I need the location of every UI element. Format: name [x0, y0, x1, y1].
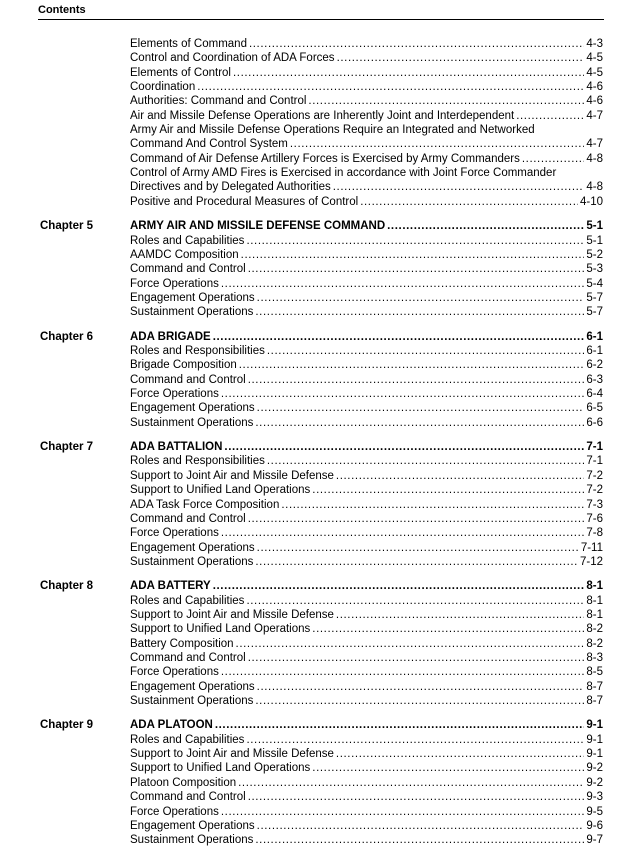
- toc-entry-text: Engagement Operations: [130, 541, 255, 554]
- toc-entry[interactable]: [130, 637, 603, 651]
- toc-entry[interactable]: [130, 51, 603, 65]
- toc-page-number: 9-5: [586, 805, 603, 818]
- toc-page-number: 8-1: [586, 594, 603, 607]
- toc-entry-text: Command and Control: [130, 263, 246, 276]
- toc-page-number: 4-7: [586, 138, 603, 151]
- toc-page-number: 5-4: [586, 277, 603, 290]
- toc-entry[interactable]: [130, 483, 603, 497]
- toc-entry[interactable]: [130, 94, 603, 108]
- dot-leader: [257, 401, 585, 415]
- chapter-label: Chapter 5: [40, 220, 94, 233]
- toc-entry-text: Sustainment Operations: [130, 306, 254, 319]
- toc-entry-text: AAMDC Composition: [130, 248, 239, 261]
- toc-page-number: 8-3: [586, 652, 603, 664]
- dot-leader: [197, 80, 584, 94]
- dot-leader: [248, 651, 585, 665]
- toc-page-number: 4-5: [586, 66, 603, 79]
- toc-entry-text: Roles and Capabilities: [130, 234, 245, 247]
- toc-entry-text: Directives and by Delegated Authorities: [130, 181, 331, 194]
- dot-leader: [246, 594, 584, 608]
- toc-entry-text: Support to Joint Air and Missile Defense: [130, 608, 334, 621]
- dot-leader: [387, 219, 584, 233]
- toc-page-number: 7-1: [586, 455, 603, 468]
- dot-leader: [246, 733, 584, 747]
- toc-entry[interactable]: [130, 109, 603, 123]
- toc-entry-text: Command And Control System: [130, 138, 288, 151]
- toc-entry-text: Roles and Responsibilities: [130, 345, 265, 357]
- toc-entry[interactable]: [130, 776, 603, 790]
- toc-entry[interactable]: [130, 651, 603, 665]
- toc-entry-text: Sustainment Operations: [130, 555, 254, 568]
- dot-leader: [236, 637, 585, 651]
- chapter-title-entry[interactable]: [130, 579, 603, 593]
- toc-entry-text: Positive and Procedural Measures of Control: [130, 195, 359, 208]
- toc-entry[interactable]: [130, 594, 603, 608]
- toc-entry[interactable]: [130, 291, 603, 305]
- dot-leader: [257, 291, 585, 305]
- toc-entry[interactable]: [130, 747, 603, 761]
- dot-leader: [522, 152, 585, 166]
- toc-entry[interactable]: [130, 277, 603, 291]
- dot-leader: [221, 526, 585, 540]
- toc-entry-text: Battery Composition: [130, 637, 234, 650]
- dot-leader: [213, 579, 585, 593]
- toc-entry[interactable]: [130, 195, 603, 209]
- toc-entry[interactable]: [130, 234, 603, 248]
- toc-entry-text: Sustainment Operations: [130, 416, 254, 429]
- toc-page-number: 9-7: [586, 834, 603, 847]
- toc-entry-text: Command and Control: [130, 652, 246, 664]
- toc-page-number: 8-7: [586, 680, 603, 693]
- toc-page-number: 7-2: [586, 469, 603, 482]
- toc-entry[interactable]: [130, 80, 603, 94]
- dot-leader: [215, 718, 585, 732]
- chapter-label: Chapter 9: [40, 719, 94, 732]
- toc-entry-text: ARMY AIR AND MISSILE DEFENSE COMMAND: [130, 220, 386, 233]
- toc-entry-text: Command and Control: [130, 791, 246, 804]
- dot-leader: [333, 180, 585, 194]
- toc-page-number: 8-1: [586, 580, 603, 593]
- toc-entry[interactable]: [130, 469, 603, 483]
- toc-page-number: 4-10: [579, 195, 603, 208]
- chapter-label: Chapter 8: [40, 580, 94, 593]
- toc-entry-text: Force Operations: [130, 388, 219, 401]
- toc-entry[interactable]: [130, 498, 603, 512]
- toc-page-number: 4-5: [586, 52, 603, 65]
- dot-leader: [224, 440, 584, 454]
- toc-entry-text: Engagement Operations: [130, 819, 255, 832]
- toc-entry[interactable]: [130, 526, 603, 540]
- dot-leader: [221, 665, 585, 679]
- header-rule: [38, 19, 604, 20]
- toc-entry-text: Brigade Composition: [130, 359, 237, 372]
- toc-entry[interactable]: [130, 541, 603, 555]
- dot-leader: [312, 483, 584, 497]
- toc-entry-text: ADA Task Force Composition: [130, 498, 280, 511]
- toc-entry-text: Engagement Operations: [130, 291, 255, 304]
- toc-entry-text: Force Operations: [130, 805, 219, 818]
- toc-page-number: 7-1: [586, 441, 603, 454]
- toc-page-number: 7-12: [579, 555, 603, 568]
- toc-page-number: 9-2: [586, 762, 603, 775]
- toc-entry[interactable]: [130, 680, 603, 694]
- dot-leader: [248, 373, 585, 387]
- dot-leader: [516, 109, 584, 123]
- toc-entry[interactable]: [130, 733, 603, 747]
- toc-entry[interactable]: [130, 66, 603, 80]
- dot-leader: [248, 790, 585, 804]
- toc-entry-text: Control of Army AMD Fires is Exercised in accordance with Joint Force Commander: [130, 167, 557, 180]
- chapter-title-entry[interactable]: [130, 440, 603, 454]
- toc-page-number: 9-1: [586, 748, 603, 761]
- toc-entry-text: ADA BATTALION: [130, 441, 223, 454]
- chapter-title-entry[interactable]: [130, 330, 603, 344]
- toc-page-number: 9-2: [586, 776, 603, 789]
- toc-entry-text: Control and Coordination of ADA Forces: [130, 52, 335, 65]
- toc-entry[interactable]: [130, 790, 603, 804]
- toc-entry-text: ADA PLATOON: [130, 719, 213, 732]
- dot-leader: [336, 747, 584, 761]
- toc-page-number: 5-1: [586, 234, 603, 247]
- dot-leader: [233, 66, 584, 80]
- toc-page-number: 6-5: [586, 402, 603, 415]
- toc-page-number: 8-1: [586, 608, 603, 621]
- dot-leader: [221, 805, 585, 819]
- dot-leader: [257, 680, 585, 694]
- toc-entry[interactable]: [130, 694, 603, 708]
- toc-entry-text: Sustainment Operations: [130, 695, 254, 708]
- toc-entry[interactable]: [130, 262, 603, 276]
- toc-entry-text: Engagement Operations: [130, 402, 255, 415]
- toc-entry[interactable]: [130, 37, 603, 51]
- toc-entry-text: Force Operations: [130, 666, 219, 679]
- chapter-title-entry[interactable]: [130, 219, 603, 233]
- toc-page-number: 6-3: [586, 373, 603, 386]
- toc-entry[interactable]: [130, 555, 603, 569]
- toc-page-number: 6-6: [586, 416, 603, 429]
- toc-entry[interactable]: [130, 166, 603, 194]
- dot-leader: [238, 776, 584, 790]
- toc-page-number: 7-6: [586, 512, 603, 525]
- dot-leader: [360, 195, 578, 209]
- toc-entry-text: Command and Control: [130, 373, 246, 386]
- dot-leader: [312, 622, 584, 636]
- toc-entry-text: Elements of Command: [130, 38, 247, 50]
- toc-page-number: 9-3: [586, 791, 603, 804]
- toc-entry-text: ADA BATTERY: [130, 580, 211, 593]
- toc-page-number: 9-6: [586, 819, 603, 832]
- toc-entry-text: Platoon Composition: [130, 776, 237, 789]
- toc-entry-text: Command and Control: [130, 512, 246, 525]
- toc-page-number: 6-1: [586, 345, 603, 357]
- toc-entry[interactable]: [130, 416, 603, 430]
- dot-leader: [249, 37, 584, 51]
- toc-page-number: 6-1: [586, 330, 603, 343]
- toc-entry-text: Support to Unified Land Operations: [130, 623, 311, 636]
- toc-page-number: 7-11: [580, 541, 603, 554]
- toc-page-number: 4-7: [586, 109, 603, 122]
- toc-entry[interactable]: [130, 123, 603, 151]
- toc-page-number: 8-2: [586, 637, 603, 650]
- page-header-title: Contents: [38, 4, 86, 16]
- toc-entry[interactable]: [130, 248, 603, 262]
- toc-page-number: 7-2: [586, 484, 603, 497]
- toc-entry-text: Coordination: [130, 81, 196, 94]
- toc-page-number: 4-3: [586, 38, 603, 50]
- toc-entry[interactable]: [130, 401, 603, 415]
- toc-entry[interactable]: [130, 665, 603, 679]
- dot-leader: [221, 387, 585, 401]
- dot-leader: [255, 833, 584, 847]
- dot-leader: [255, 416, 584, 430]
- dot-leader: [267, 454, 584, 468]
- toc-entry-text: Sustainment Operations: [130, 834, 254, 847]
- toc-entry-text: Roles and Capabilities: [130, 733, 245, 746]
- dot-leader: [308, 94, 584, 108]
- toc-entry-text: Command of Air Defense Artillery Forces is Exercised by Army Commanders: [130, 152, 520, 165]
- dot-leader: [213, 330, 585, 344]
- chapter-title-entry[interactable]: [130, 718, 603, 732]
- dot-leader: [255, 555, 578, 569]
- toc-page-number: 9-1: [586, 719, 603, 732]
- dot-leader: [241, 248, 585, 262]
- dot-leader: [336, 608, 584, 622]
- toc-entry-text: Support to Unified Land Operations: [130, 484, 311, 497]
- dot-leader: [267, 344, 584, 358]
- toc-page-number: 4-8: [586, 152, 603, 165]
- dot-leader: [257, 541, 579, 555]
- toc-entry-text: Support to Joint Air and Missile Defense: [130, 469, 334, 482]
- toc-page-number: 6-2: [586, 359, 603, 372]
- dot-leader: [246, 234, 584, 248]
- dot-leader: [290, 137, 585, 151]
- toc-page-number: 5-3: [586, 263, 603, 276]
- toc-entry-text: Roles and Capabilities: [130, 594, 245, 607]
- toc-entry[interactable]: [130, 305, 603, 319]
- toc-entry-text: Force Operations: [130, 277, 219, 290]
- toc-entry-text: Roles and Responsibilities: [130, 455, 265, 468]
- dot-leader: [255, 305, 584, 319]
- toc-entry-text: Force Operations: [130, 527, 219, 540]
- toc-entry[interactable]: [130, 622, 603, 636]
- dot-leader: [336, 469, 584, 483]
- dot-leader: [239, 358, 585, 372]
- dot-leader: [255, 694, 584, 708]
- toc-entry-text: Air and Missile Defense Operations are Inherently Joint and Interdependent: [130, 109, 515, 122]
- toc-page-number: 5-7: [586, 306, 603, 319]
- toc-page-number: 8-7: [586, 695, 603, 708]
- toc-entry[interactable]: [130, 805, 603, 819]
- toc-page-number: 9-1: [586, 733, 603, 746]
- dot-leader: [337, 51, 585, 65]
- toc-page-number: 5-2: [586, 248, 603, 261]
- dot-leader: [257, 819, 585, 833]
- toc-page-number: 6-4: [586, 388, 603, 401]
- dot-leader: [281, 498, 584, 512]
- toc-entry[interactable]: [130, 358, 603, 372]
- toc-page-number: 5-1: [586, 220, 603, 233]
- toc-entry-text: Elements of Control: [130, 66, 231, 79]
- toc-page-number: 5-7: [586, 291, 603, 304]
- dot-leader: [248, 512, 585, 526]
- toc-entry[interactable]: [130, 387, 603, 401]
- toc-entry[interactable]: [130, 833, 603, 847]
- toc-entry[interactable]: [130, 512, 603, 526]
- toc-page-number: 4-6: [586, 81, 603, 94]
- toc-entry[interactable]: [130, 454, 603, 468]
- toc-entry-text: Support to Joint Air and Missile Defense: [130, 748, 334, 761]
- chapter-label: Chapter 6: [40, 330, 94, 343]
- toc-entry[interactable]: [130, 761, 603, 775]
- toc-entry-text: ADA BRIGADE: [130, 330, 211, 343]
- toc-entry[interactable]: [130, 819, 603, 833]
- toc-entry[interactable]: [130, 344, 603, 358]
- dot-leader: [248, 262, 585, 276]
- toc-entry[interactable]: [130, 152, 603, 166]
- toc-page-number: 7-3: [586, 498, 603, 511]
- toc-page-number: 4-6: [586, 95, 603, 108]
- toc-entry-text: Army Air and Missile Defense Operations Require an Integrated and Networked: [130, 124, 535, 137]
- toc-page-number: 4-8: [586, 181, 603, 194]
- toc-entry-text: Support to Unified Land Operations: [130, 762, 311, 775]
- chapter-label: Chapter 7: [40, 441, 94, 454]
- dot-leader: [312, 761, 584, 775]
- toc-page-number: 7-8: [586, 527, 603, 540]
- toc-entry-text: Engagement Operations: [130, 680, 255, 693]
- toc-entry[interactable]: [130, 373, 603, 387]
- toc-entry[interactable]: [130, 608, 603, 622]
- toc-entry-text: Authorities: Command and Control: [130, 95, 307, 108]
- toc-page-number: 8-2: [586, 623, 603, 636]
- dot-leader: [221, 277, 585, 291]
- toc-page-number: 8-5: [586, 666, 603, 679]
